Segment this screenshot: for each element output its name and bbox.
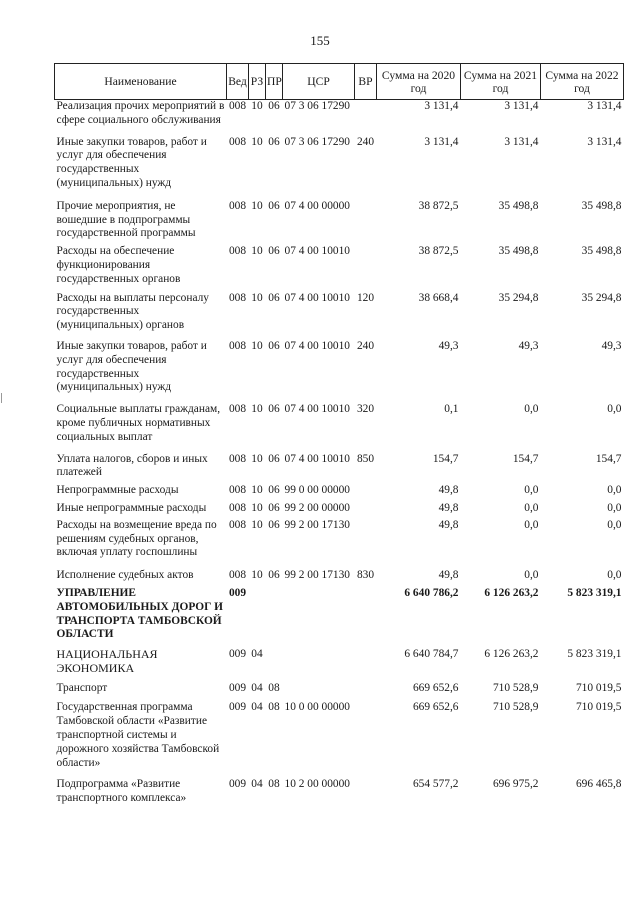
row-ved: 009 <box>228 648 247 661</box>
row-sum-2022: 0,0 <box>607 484 622 497</box>
row-name: Расходы на выплаты персоналу государственных (муниципальных) органов <box>56 291 209 332</box>
row-name: Прочие мероприятия, не вошедшие в подпрограммы государственной программы <box>56 199 196 240</box>
row-vr <box>355 676 377 696</box>
row-sum-2021: 0,0 <box>524 569 539 582</box>
row-sum-2021: 0,0 <box>524 518 539 531</box>
row-vr: 850 <box>356 452 375 465</box>
row-sum-2022: 0,0 <box>607 569 622 582</box>
row-pr: 06 <box>268 403 280 416</box>
row-sum-2020: 0,1 <box>444 403 459 416</box>
table-header-row <box>55 64 624 100</box>
row-name: Реализация прочих мероприятий в сфере социального обслуживания <box>56 100 225 126</box>
header-sum-2022: Сумма на 2022 год <box>541 64 624 100</box>
budget-table <box>54 63 624 806</box>
row-sum-2021: 3 131,4 <box>504 100 539 112</box>
row-vr <box>355 191 377 241</box>
table-row <box>55 395 624 444</box>
row-csr: 07 4 00 10010 <box>284 339 350 352</box>
row-csr <box>283 583 355 642</box>
page-number: 155 <box>310 33 330 48</box>
row-vr <box>355 516 377 560</box>
row-vr <box>355 498 377 516</box>
row-ved: 008 <box>228 484 247 497</box>
table-row <box>55 333 624 395</box>
row-ved: 009 <box>228 778 247 791</box>
row-name: Исполнение судебных актов <box>56 569 194 582</box>
row-name: УПРАВЛЕНИЕ АВТОМОБИЛЬНЫХ ДОРОГ И ТРАНСПОРТА ТАМБОВСКОЙ ОБЛАСТИ <box>56 586 224 641</box>
row-rz: 10 <box>251 199 263 212</box>
row-vr: 240 <box>356 339 375 352</box>
row-name: НАЦИОНАЛЬНАЯ ЭКОНОМИКА <box>56 647 158 675</box>
row-sum-2021: 6 126 263,2 <box>484 586 539 599</box>
row-sum-2020: 38 872,5 <box>418 245 459 258</box>
row-rz: 04 <box>251 681 263 694</box>
row-sum-2022: 5 823 319,1 <box>567 586 622 599</box>
row-sum-2021: 154,7 <box>512 452 539 465</box>
row-csr: 99 2 00 00000 <box>284 501 350 514</box>
row-sum-2021: 6 126 263,2 <box>484 648 539 661</box>
row-csr: 07 3 06 17290 <box>284 135 350 148</box>
row-pr: 08 <box>268 701 280 714</box>
header-rz: РЗ <box>249 64 266 100</box>
row-sum-2020: 49,8 <box>438 484 459 497</box>
row-sum-2021: 35 498,8 <box>498 245 539 258</box>
row-sum-2020: 654 577,2 <box>412 778 459 791</box>
row-sum-2021: 710 528,9 <box>492 701 539 714</box>
row-sum-2021: 0,0 <box>524 484 539 497</box>
row-csr: 07 4 00 10010 <box>284 245 350 258</box>
row-csr <box>283 676 355 696</box>
row-vr <box>355 583 377 642</box>
row-ved: 008 <box>228 199 247 212</box>
row-ved: 008 <box>228 100 247 112</box>
row-pr: 06 <box>268 135 280 148</box>
row-sum-2020: 49,8 <box>438 569 459 582</box>
row-csr: 07 4 00 10010 <box>284 291 350 304</box>
header-csr: ЦСР <box>283 64 355 100</box>
row-sum-2020: 49,8 <box>438 518 459 531</box>
row-vr <box>355 695 377 770</box>
row-sum-2020: 49,3 <box>438 339 459 352</box>
table-row <box>55 642 624 676</box>
row-rz: 04 <box>251 701 263 714</box>
row-vr: 830 <box>356 569 375 582</box>
row-ved: 008 <box>228 135 247 148</box>
row-sum-2022: 35 498,8 <box>581 245 622 258</box>
row-csr: 10 0 00 00000 <box>284 701 350 714</box>
row-csr: 10 2 00 00000 <box>284 778 350 791</box>
row-pr: 08 <box>268 681 280 694</box>
row-ved: 008 <box>228 518 247 531</box>
row-csr: 07 4 00 00000 <box>284 199 350 212</box>
table-row <box>55 583 624 642</box>
table-row <box>55 191 624 241</box>
row-vr: 120 <box>356 291 375 304</box>
row-pr <box>266 642 283 676</box>
row-sum-2020: 3 131,4 <box>424 100 459 112</box>
row-sum-2020: 3 131,4 <box>424 135 459 148</box>
row-pr: 06 <box>268 501 280 514</box>
row-csr: 99 2 00 17130 <box>284 518 350 531</box>
row-sum-2020: 6 640 786,2 <box>404 586 459 599</box>
row-name: Иные закупки товаров, работ и услуг для обеспечения государственных (муниципальных) нужд <box>56 135 207 189</box>
row-pr: 06 <box>268 569 280 582</box>
row-name: Непрограммные расходы <box>56 484 179 497</box>
header-sum-2021: Сумма на 2021 год <box>461 64 541 100</box>
row-pr: 06 <box>268 291 280 304</box>
row-sum-2022: 696 465,8 <box>575 778 622 791</box>
table-row <box>55 695 624 770</box>
row-sum-2022: 710 019,5 <box>575 681 622 694</box>
row-ved: 009 <box>228 701 247 714</box>
row-sum-2020: 49,8 <box>438 501 459 514</box>
row-csr: 07 4 00 10010 <box>284 403 350 416</box>
row-ved: 008 <box>228 501 247 514</box>
row-pr: 06 <box>268 518 280 531</box>
row-sum-2021: 3 131,4 <box>504 135 539 148</box>
row-csr: 07 3 06 17290 <box>284 100 350 112</box>
row-sum-2021: 710 528,9 <box>492 681 539 694</box>
row-vr <box>355 770 377 806</box>
row-sum-2020: 669 652,6 <box>412 701 459 714</box>
row-name: Расходы на обеспечение функционирования государственных органов <box>56 245 181 285</box>
table-row <box>55 445 624 481</box>
row-rz: 10 <box>251 291 263 304</box>
row-vr <box>355 480 377 498</box>
table-row <box>55 676 624 696</box>
row-ved: 009 <box>228 681 247 694</box>
row-rz: 10 <box>251 403 263 416</box>
row-rz: 10 <box>251 135 263 148</box>
row-sum-2022: 3 131,4 <box>587 100 622 112</box>
row-sum-2021: 696 975,2 <box>492 778 539 791</box>
header-pr: ПР <box>266 64 283 100</box>
row-sum-2022: 5 823 319,1 <box>567 648 622 661</box>
table-row <box>55 128 624 191</box>
row-vr <box>355 100 377 128</box>
row-sum-2022: 710 019,5 <box>575 701 622 714</box>
row-sum-2021: 0,0 <box>524 501 539 514</box>
row-rz: 04 <box>251 648 263 661</box>
row-sum-2022: 3 131,4 <box>587 135 622 148</box>
row-rz: 10 <box>251 569 263 582</box>
header-ved: Вед <box>227 64 249 100</box>
row-name: Подпрограмма «Развитие транспортного комплекса» <box>56 778 187 805</box>
row-vr <box>355 241 377 286</box>
row-sum-2021: 35 294,8 <box>498 291 539 304</box>
row-name: Иные закупки товаров, работ и услуг для обеспечения государственных (муниципальных) нужд <box>56 339 207 394</box>
row-rz <box>249 583 266 642</box>
row-sum-2022: 35 498,8 <box>581 199 622 212</box>
header-name: Наименование <box>55 64 227 100</box>
row-name: Иные непрограммные расходы <box>56 501 207 514</box>
row-sum-2020: 38 872,5 <box>418 199 459 212</box>
row-sum-2022: 49,3 <box>601 339 622 352</box>
table-row <box>55 241 624 286</box>
row-vr: 320 <box>356 403 375 416</box>
row-name: Транспорт <box>56 681 108 694</box>
table-row <box>55 498 624 516</box>
table-row <box>55 480 624 498</box>
row-rz: 10 <box>251 501 263 514</box>
row-pr: 08 <box>268 778 280 791</box>
row-sum-2022: 0,0 <box>607 518 622 531</box>
row-sum-2022: 35 294,8 <box>581 291 622 304</box>
row-sum-2021: 35 498,8 <box>498 199 539 212</box>
row-vr: 240 <box>356 135 375 148</box>
row-ved: 008 <box>228 569 247 582</box>
row-rz: 10 <box>251 484 263 497</box>
row-rz: 10 <box>251 339 263 352</box>
table-body <box>55 100 624 807</box>
row-sum-2021: 0,0 <box>524 403 539 416</box>
row-name: Государственная программа Тамбовской области «Развитие транспортной системы и дорожного хозяйства Тамбовской области» <box>56 701 220 769</box>
row-sum-2022: 0,0 <box>607 501 622 514</box>
row-pr <box>266 583 283 642</box>
row-csr: 07 4 00 10010 <box>284 452 350 465</box>
row-ved: 008 <box>228 452 247 465</box>
row-pr: 06 <box>268 339 280 352</box>
table-row <box>55 770 624 806</box>
row-sum-2022: 154,7 <box>595 452 622 465</box>
row-pr: 06 <box>268 484 280 497</box>
row-pr: 06 <box>268 100 280 112</box>
row-ved: 008 <box>228 339 247 352</box>
row-vr <box>355 642 377 676</box>
row-csr: 99 2 00 17130 <box>284 569 350 582</box>
row-sum-2020: 6 640 784,7 <box>404 648 459 661</box>
row-ved: 009 <box>228 586 247 599</box>
row-name: Уплата налогов, сборов и иных платежей <box>56 452 208 479</box>
table-row <box>55 516 624 560</box>
row-sum-2021: 49,3 <box>518 339 539 352</box>
row-rz: 10 <box>251 245 263 258</box>
row-sum-2020: 38 668,4 <box>418 291 459 304</box>
row-ved: 008 <box>228 245 247 258</box>
header-sum-2020: Сумма на 2020 год <box>377 64 461 100</box>
row-sum-2020: 669 652,6 <box>412 681 459 694</box>
row-rz: 10 <box>251 452 263 465</box>
row-sum-2022: 0,0 <box>607 403 622 416</box>
table-row <box>55 100 624 128</box>
header-vr: ВР <box>355 64 377 100</box>
table-row <box>55 560 624 583</box>
row-sum-2020: 154,7 <box>432 452 459 465</box>
row-csr <box>283 642 355 676</box>
row-rz: 10 <box>251 518 263 531</box>
row-pr: 06 <box>268 245 280 258</box>
table-row <box>55 287 624 333</box>
row-csr: 99 0 00 00000 <box>284 484 350 497</box>
row-ved: 008 <box>228 291 247 304</box>
row-ved: 008 <box>228 403 247 416</box>
row-pr: 06 <box>268 452 280 465</box>
row-rz: 04 <box>251 778 263 791</box>
row-pr: 06 <box>268 199 280 212</box>
scan-edge-mark <box>1 393 5 403</box>
row-name: Социальные выплаты гражданам, кроме публичных нормативных социальных выплат <box>56 403 221 443</box>
row-name: Расходы на возмещение вреда по решениям судебных органов, включая уплату госпошлины <box>56 518 217 559</box>
row-rz: 10 <box>251 100 263 112</box>
